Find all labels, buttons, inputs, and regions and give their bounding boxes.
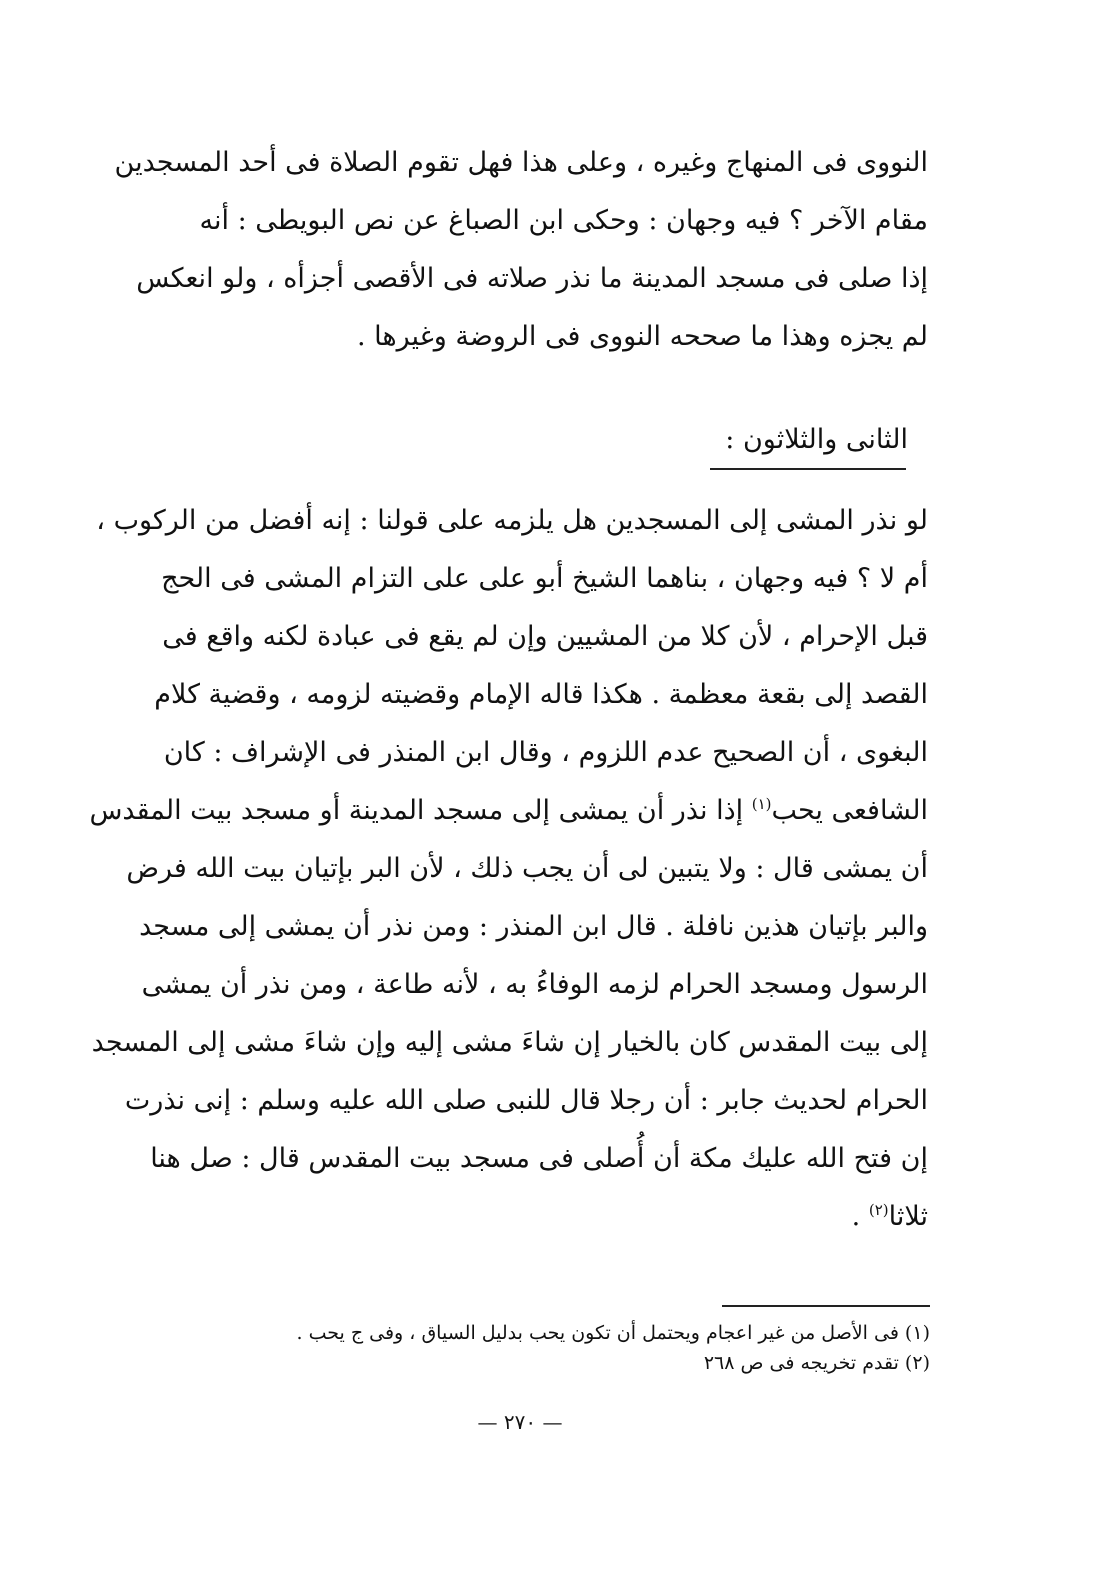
- paragraph-2-line-10: إلى بيت المقدس كان بالخيار إن شاءَ مشى إليه وإن شاءَ مشى إلى المسجد: [91, 1027, 928, 1058]
- footnote-2: (٢) تقدم تخريجه فى ص ٢٦٨: [703, 1352, 930, 1374]
- paragraph-2-line-5: البغوى ، أن الصحيح عدم اللزوم ، وقال ابن المنذر فى الإشراف : كان: [163, 737, 928, 768]
- paragraph-2-line-2: أم لا ؟ فيه وجهان ، بناهما الشيخ أبو على على التزام المشى فى الحج: [161, 563, 928, 594]
- line-6-before: الشافعى يحب: [771, 795, 928, 826]
- footnote-1: (١) فى الأصل من غير اعجام ويحتمل أن تكون يحب بدليل السياق ، وفى ج يحب .: [296, 1322, 930, 1344]
- paragraph-1-line-2: مقام الآخر ؟ فيه وجهان : وحكى ابن الصباغ عن نص البويطى : أنه: [199, 205, 928, 236]
- paragraph-2-line-13: [88, 1188, 928, 1246]
- paragraph-1-line-4: لم يجزه وهذا ما صححه النووى فى الروضة وغيرها .: [356, 321, 928, 352]
- last-line-end: .: [851, 1201, 869, 1232]
- paragraph-2-line-8: والبر بإتيان هذين نافلة . قال ابن المنذر : ومن نذر أن يمشى إلى مسجد: [139, 911, 928, 942]
- page-number: — ٢٧٠ —: [477, 1410, 563, 1434]
- paragraph-1-line-1: النووى فى المنهاج وغيره ، وعلى هذا فهل تقوم الصلاة فى أحد المسجدين: [114, 147, 928, 178]
- paragraph-2-line-4: القصد إلى بقعة معظمة . هكذا قاله الإمام وقضيته لزومه ، وقضية كلام: [154, 679, 928, 710]
- paragraph-2: [88, 492, 928, 1246]
- paragraph-2-line-12: إن فتح الله عليك مكة أن أُصلى فى مسجد بيت المقدس قال : صل هنا: [150, 1143, 928, 1174]
- line-6-after: إذا نذر أن يمشى إلى مسجد المدينة أو مسجد بيت المقدس: [89, 795, 752, 826]
- footnote-separator: [722, 1305, 930, 1307]
- paragraph-2-line-11: الحرام لحديث جابر : أن رجلا قال للنبى صلى الله عليه وسلم : إنى نذرت: [124, 1085, 928, 1116]
- paragraph-2-line-1: لو نذر المشى إلى المسجدين هل يلزمه على قولنا : إنه أفضل من الركوب ،: [96, 505, 928, 536]
- footnote-mark-2: (٢): [868, 1201, 889, 1219]
- last-line-text: ثلاثا: [888, 1201, 928, 1232]
- paragraph-2-line-6: [88, 782, 928, 840]
- paragraph-1-line-3: إذا صلى فى مسجد المدينة ما نذر صلاته فى الأقصى أجزأه ، ولو انعكس: [136, 263, 928, 294]
- paragraph-1: [88, 134, 928, 366]
- paragraph-2-line-9: الرسول ومسجد الحرام لزمه الوفاءُ به ، لأنه طاعة ، ومن نذر أن يمشى: [141, 969, 928, 1000]
- footnotes: [170, 1318, 930, 1378]
- paragraph-2-line-3: قبل الإحرام ، لأن كلا من المشيين وإن لم يقع فى عبادة لكنه واقع فى: [162, 621, 928, 652]
- heading-underline: [710, 468, 906, 470]
- footnote-mark-1: (١): [751, 795, 772, 813]
- paragraph-2-line-7: أن يمشى قال : ولا يتبين لى أن يجب ذلك ، لأن البر بإتيان بيت الله فرض: [126, 853, 928, 884]
- section-heading: الثانى والثلاثون :: [725, 424, 908, 455]
